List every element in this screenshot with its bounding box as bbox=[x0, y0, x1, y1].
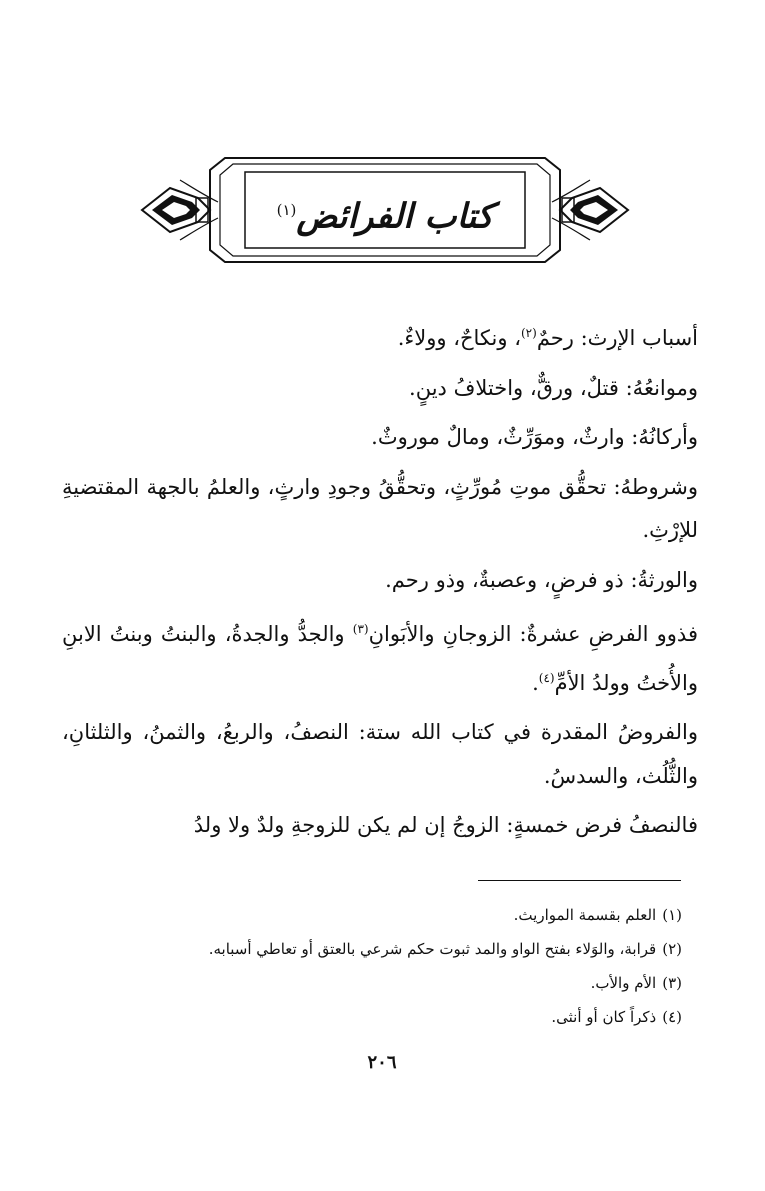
paragraph bbox=[62, 466, 698, 553]
footnote-text: قرابة، والوَلاء بفتح الواو والمد ثبوت حكم شرعي بالعتق أو تعاطي أسبابه. bbox=[208, 940, 657, 958]
chapter-title-text: كتاب الفرائض bbox=[296, 196, 494, 237]
paragraph bbox=[62, 559, 698, 603]
footnote-divider bbox=[478, 880, 681, 881]
chapter-title-frame bbox=[130, 150, 640, 270]
footnote-text: ذكراً كان أو أنثى. bbox=[551, 1008, 657, 1026]
chapter-title bbox=[255, 180, 515, 240]
footnote-number: (١) bbox=[662, 906, 682, 924]
paragraph bbox=[62, 367, 698, 411]
paragraph bbox=[62, 804, 698, 848]
paragraph-text: ، ونكاحٌ، وولاءٌ. bbox=[397, 326, 521, 350]
footnote-ref: (٢) bbox=[520, 326, 537, 340]
paragraph-text: . bbox=[532, 670, 539, 695]
chapter-title-ref: (١) bbox=[276, 201, 297, 219]
paragraph bbox=[62, 608, 698, 705]
paragraph-text: فذوو الفرضِ عشرةٌ: الزوجانِ والأبَوانِ bbox=[368, 622, 698, 646]
footnote bbox=[100, 966, 682, 1000]
footnote-number: (٢) bbox=[662, 940, 682, 958]
paragraph-text: وشروطهُ: تحقُّق موتِ مُورِّثٍ، وتحقُّقُ وجودِ وارثٍ، والعلمُ بالجهة المقتضيةِ للإرْثِ. bbox=[62, 474, 698, 542]
paragraph-text: وموانعُهُ: قتلٌ، ورقٌّ، واختلافُ دينٍ. bbox=[409, 375, 698, 400]
paragraph bbox=[62, 416, 698, 460]
footnote-text: العلم بقسمة المواريث. bbox=[513, 906, 657, 924]
footnote-text: الأم والأب. bbox=[590, 974, 657, 992]
footnote-number: (٣) bbox=[662, 974, 682, 992]
paragraph-text: والفروضُ المقدرة في كتاب الله ستة: النصفُ، والربعُ، والثمنُ، والثلثانِ، والثُّلُث، والسدسُ. bbox=[62, 720, 698, 788]
footnote-ref: (٣) bbox=[352, 622, 369, 636]
paragraph-text: وأركانُهُ: وارثٌ، وموَرِّثٌ، ومالٌ موروثٌ. bbox=[371, 425, 698, 449]
paragraph-text: والورثةُ: ذو فرضٍ، وعصبةٌ، وذو رحم. bbox=[385, 567, 698, 592]
footnotes bbox=[100, 898, 682, 1034]
paragraph bbox=[62, 711, 698, 798]
paragraph-text: والجدُّ والجدةُ، والبنتُ وبنتُ الابنِ والأُختُ وولدُ الأمِّ bbox=[62, 622, 698, 695]
main-text bbox=[62, 312, 698, 854]
footnote bbox=[100, 1000, 682, 1034]
footnote bbox=[100, 898, 682, 932]
page-number: ٢٠٦ bbox=[367, 1052, 397, 1073]
footnote bbox=[100, 932, 682, 966]
paragraph bbox=[62, 312, 698, 361]
paragraph-text: أسباب الإرث: رحمٌ bbox=[536, 326, 698, 350]
paragraph-text: فالنصفُ فرض خمسةٍ: الزوجُ إن لم يكن للزوجةِ ولدٌ ولا ولدُ bbox=[193, 813, 698, 837]
footnote-ref: (٤) bbox=[538, 670, 555, 685]
footnote-number: (٤) bbox=[662, 1008, 682, 1026]
